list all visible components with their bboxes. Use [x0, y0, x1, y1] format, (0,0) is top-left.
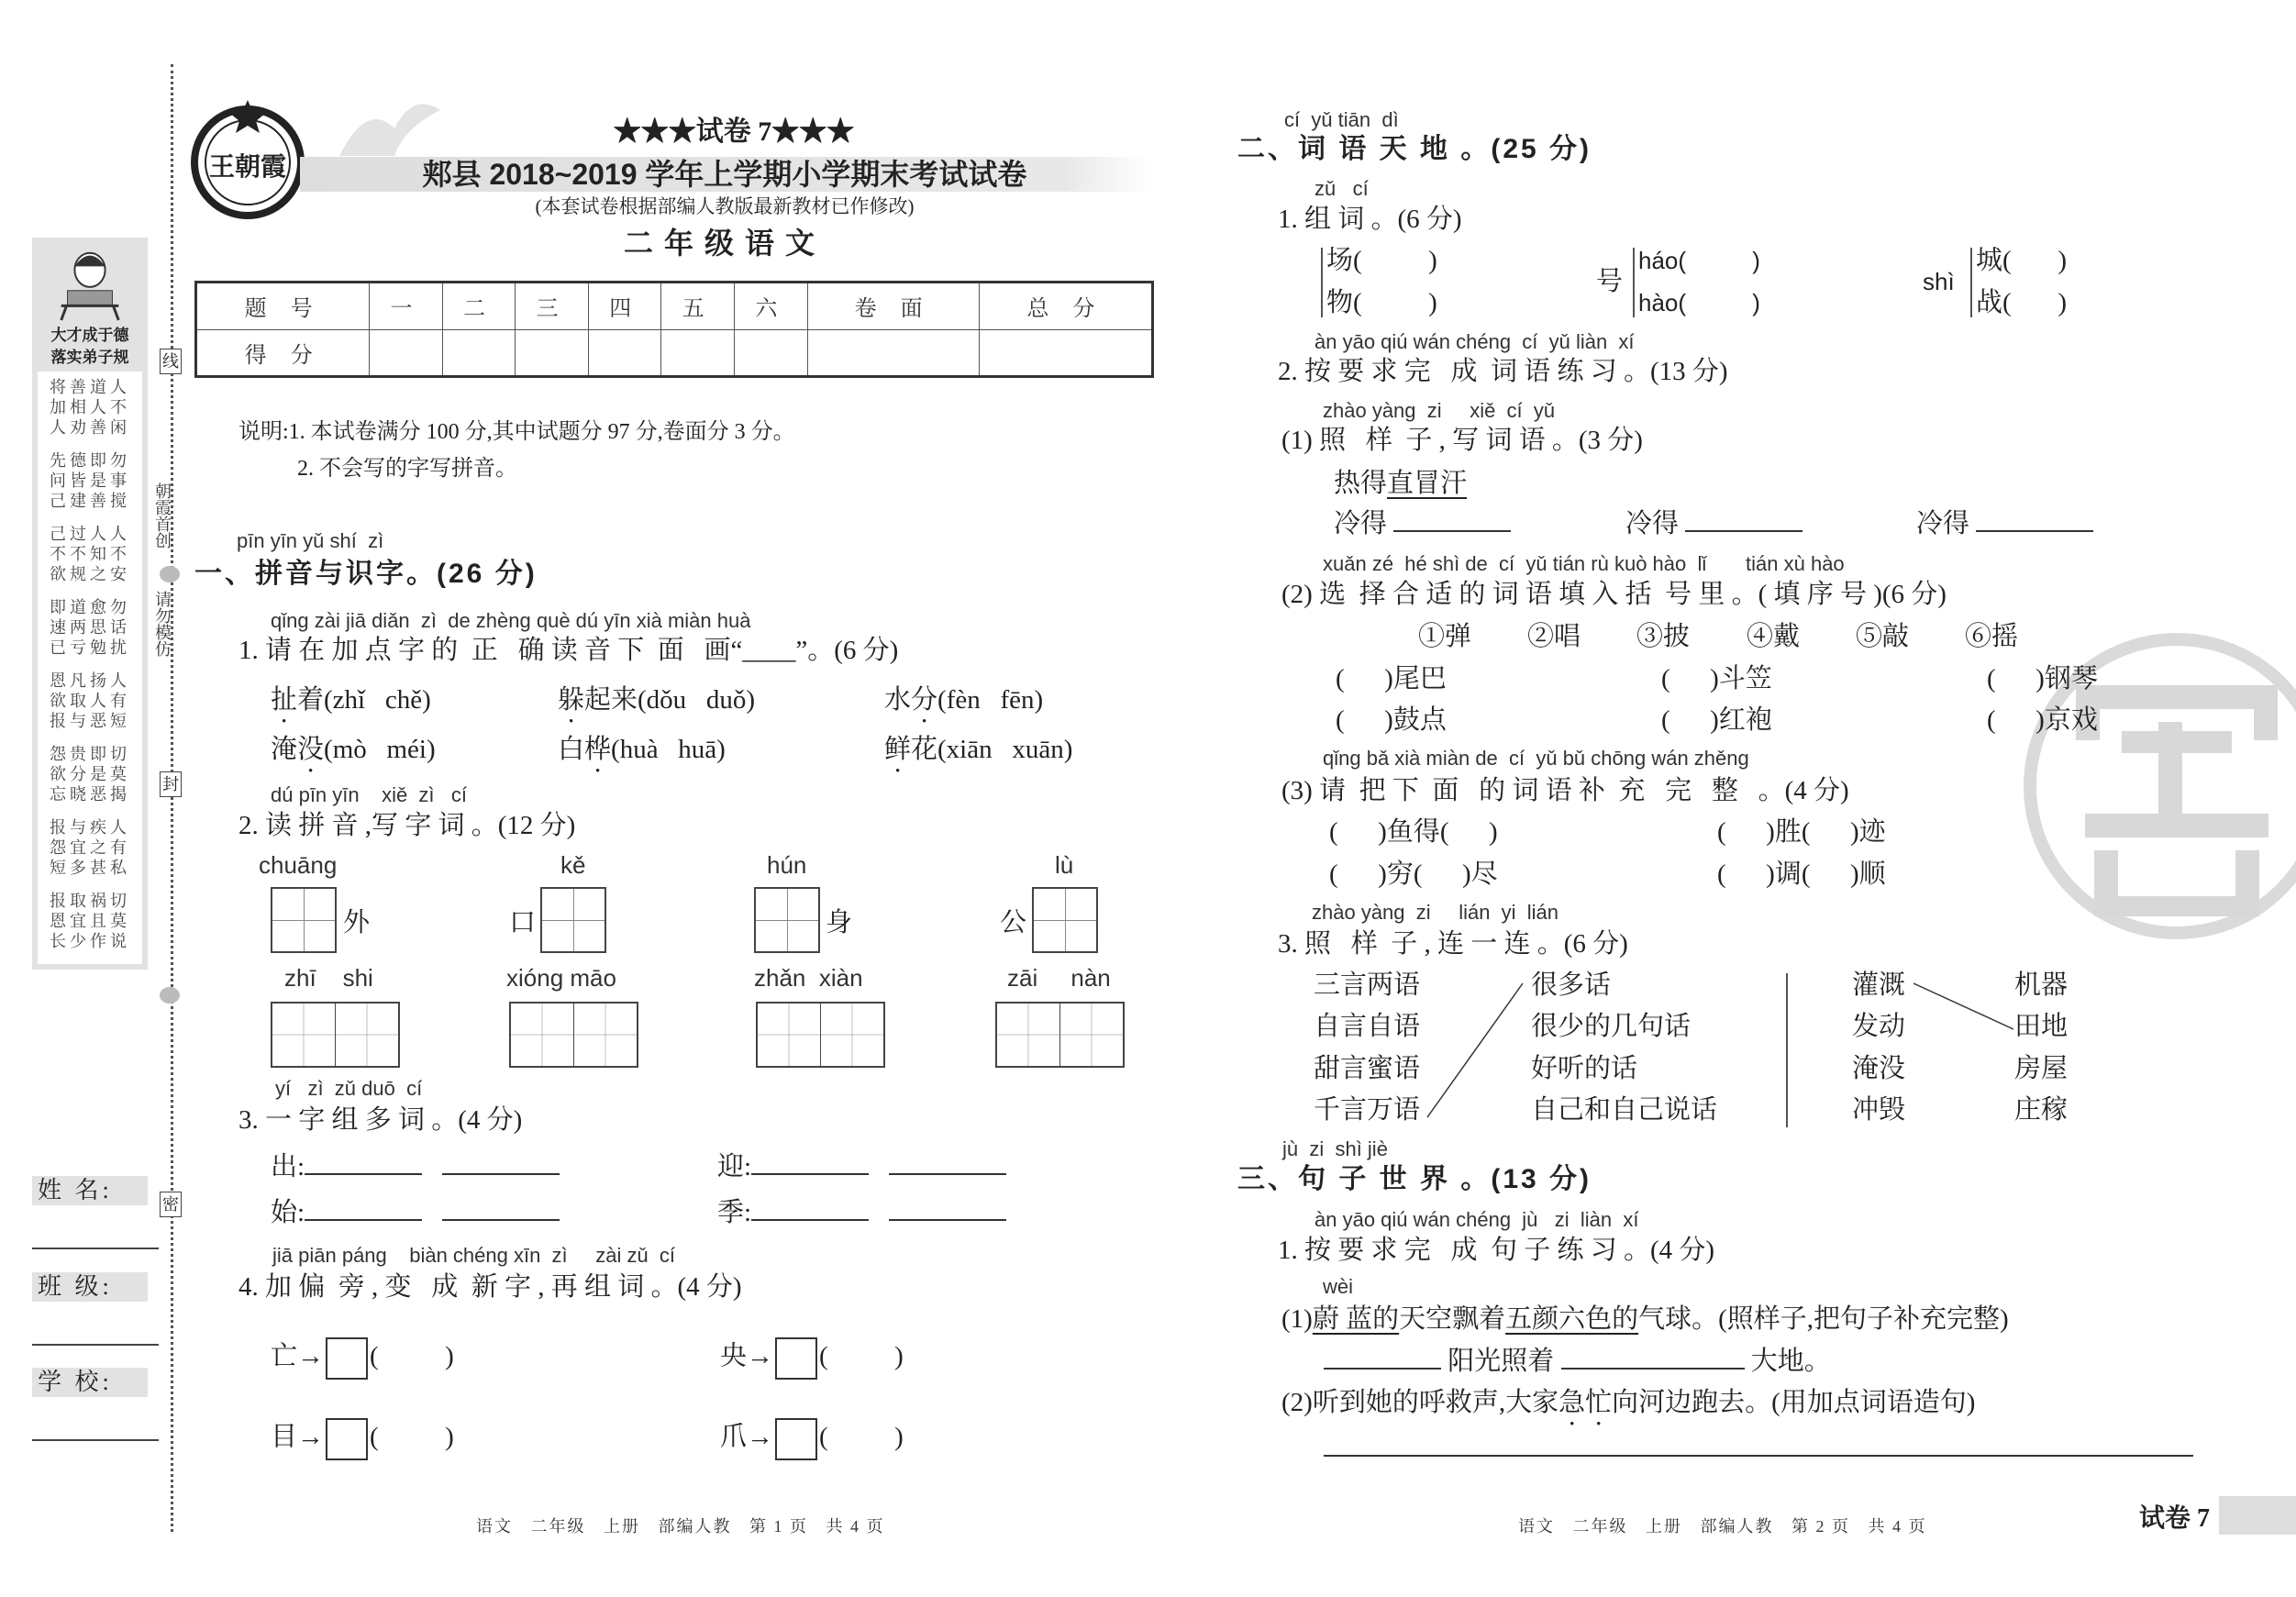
sentence-example: (1)蔚 蓝的天空飘着五颜六色的气球。(照样子,把句子补充完整): [1281, 1304, 2009, 1334]
pinyin: pīn yīn yǔ shí zì: [237, 529, 384, 552]
table-row: [196, 329, 1153, 377]
radical-row: 爪→ ( ): [720, 1418, 904, 1460]
fill-item[interactable]: ( )胜( )迹: [1717, 817, 1886, 847]
word-slot[interactable]: 场( ): [1326, 246, 1437, 275]
sentence-answer-line[interactable]: [1324, 1455, 2193, 1457]
word-row: 始:: [271, 1196, 560, 1229]
blank-row: 冷得: [1334, 507, 1511, 540]
sentence-blank: 阳光照着 大地。: [1324, 1345, 1831, 1378]
pinyin: hún: [767, 851, 807, 879]
bracket: [1633, 248, 1635, 317]
table-cell: 三: [516, 283, 589, 330]
blank-row: 冷得: [1625, 507, 1802, 540]
word-slot[interactable]: hào( ): [1638, 289, 1760, 316]
vertical-text-original: 朝霞首创: [153, 482, 172, 549]
fold-marker-mi: 密: [160, 1192, 182, 1217]
exam-title: 郏县 2018~2019 学年上学期小学期末考试试卷: [422, 158, 1027, 191]
writing-grid[interactable]: [1032, 887, 1098, 953]
table-cell: 总 分: [979, 283, 1152, 330]
notes-line: 2. 不会写的字写拼音。: [297, 457, 517, 481]
logo-text: 王朝霞: [208, 153, 287, 182]
homophone-pinyin: shì: [1923, 268, 1955, 295]
option: ③披: [1636, 622, 1691, 651]
option: ①弹: [1418, 622, 1472, 651]
proverb-line: 即道愈勿: [50, 598, 130, 616]
pinyin: jiā piān páng biàn chéng xīn zì zài zǔ cí: [272, 1244, 676, 1267]
answer-blank[interactable]: [442, 1151, 560, 1175]
proverb-line: 欲分是莫: [50, 765, 130, 783]
proverb-box: [38, 372, 142, 964]
proverb-line: 报取祸切: [50, 892, 130, 910]
pinyin: qǐng zài jiā diǎn zì de zhèng què dú yīn xià miàn huà: [271, 609, 751, 632]
pinyin: lù: [1055, 851, 1074, 879]
word-slot[interactable]: 物( ): [1326, 288, 1437, 317]
match-item[interactable]: 甜言蜜语: [1314, 1054, 1421, 1083]
proverb-line: 速两思话: [50, 618, 130, 637]
pinyin: wèi: [1323, 1275, 1354, 1298]
pinyin: zhǎn xiàn: [754, 964, 863, 992]
table-cell: 得 分: [196, 329, 370, 377]
match-item[interactable]: 很多话: [1531, 970, 1612, 1000]
score-input[interactable]: [807, 329, 979, 377]
word-row: 迎:: [717, 1150, 1006, 1183]
fold-marker-xian: 线: [160, 349, 182, 374]
word-slot[interactable]: háo( ): [1638, 247, 1760, 274]
connector-line: [1427, 983, 1523, 1117]
writing-grid[interactable]: [509, 1002, 638, 1068]
reading-item[interactable]: 鲜花(xiān xuān): [884, 735, 1073, 764]
match-item[interactable]: 庄稼: [2014, 1095, 2069, 1125]
answer-blank[interactable]: [1393, 508, 1511, 532]
pinyin: àn yāo qiú wán chéng cí yǔ liàn xí: [1314, 330, 1635, 353]
fill-item[interactable]: ( )京戏: [1987, 705, 2098, 735]
fold-line: [171, 64, 173, 1532]
given-char: 身: [826, 908, 853, 937]
pinyin: cí yǔ tiān dì: [1284, 108, 1399, 131]
writing-grid[interactable]: [540, 887, 606, 953]
question-text: 4. 加 偏 旁 , 变 成 新 字 , 再 组 词 。(4 分): [238, 1272, 742, 1302]
divider: [1786, 973, 1788, 1127]
paper-tag: 试卷 7: [2093, 1496, 2296, 1535]
answer-blank[interactable]: [1685, 508, 1802, 532]
fill-item[interactable]: ( )斗笠: [1661, 664, 1772, 693]
writing-grid[interactable]: [271, 887, 337, 953]
writing-grid[interactable]: [995, 1002, 1125, 1068]
table-cell: 二: [442, 283, 516, 330]
writing-grid[interactable]: [271, 1002, 400, 1068]
pinyin: dú pīn yīn xiě zì cí: [271, 783, 467, 806]
proverb-line: 人劝善闲: [50, 418, 130, 437]
proverb-line: 己建善搅: [50, 492, 130, 510]
char-box[interactable]: [326, 1337, 368, 1380]
match-item[interactable]: 自言自语: [1314, 1012, 1421, 1041]
reading-item[interactable]: 躲起来(dǒu duǒ): [558, 685, 756, 715]
sentence-task: (2)听到她的呼救声,大家急忙向河边跑去。(用加点词语造句): [1281, 1388, 1976, 1417]
score-input[interactable]: [370, 329, 443, 377]
notes-line: 说明:1. 本试卷满分 100 分,其中试题分 97 分,卷面分 3 分。: [238, 420, 795, 444]
pinyin: xióng māo: [506, 964, 616, 992]
proverb-line: 短多甚私: [50, 859, 130, 877]
reading-item[interactable]: 淹没(mò méi): [271, 735, 436, 764]
answer-blank[interactable]: [1324, 1346, 1441, 1370]
score-input[interactable]: [735, 329, 808, 377]
fill-item[interactable]: ( )尾巴: [1336, 664, 1447, 693]
bracket: [1321, 248, 1323, 317]
pinyin: yí zì zǔ duō cí: [275, 1077, 423, 1100]
question-text: (1) 照 样 子 , 写 词 语 。(3 分): [1281, 426, 1643, 455]
pinyin: zāi nàn: [1007, 964, 1111, 992]
school-field[interactable]: [32, 1439, 159, 1441]
subject-title: 二年级语文: [623, 227, 826, 260]
match-item[interactable]: 很少的几句话: [1531, 1012, 1691, 1041]
smiley-icon: [160, 987, 180, 1004]
writing-grid[interactable]: [754, 887, 820, 953]
proverb-line: 先德即勿: [50, 451, 130, 470]
proverb-line: 己过人人: [50, 525, 130, 543]
proverb-line: 欲取人有: [50, 692, 130, 710]
section-heading: 二、词 语 天 地 。(25 分): [1237, 134, 1592, 164]
fill-item[interactable]: ( )钢琴: [1987, 664, 2098, 693]
answer-blank[interactable]: [1561, 1346, 1745, 1370]
pinyin: zhào yàng zi xiě cí yǔ: [1323, 399, 1556, 422]
given-char: 口: [509, 908, 537, 937]
pinyin: jù zi shì jiè: [1282, 1137, 1388, 1160]
pinyin: zhī shi: [284, 964, 373, 992]
proverb-line: 问皆是事: [50, 471, 130, 490]
student-illustration-icon: [53, 241, 127, 322]
table-cell: 题 号: [196, 283, 370, 330]
publisher-logo: [183, 96, 312, 225]
char-box[interactable]: [326, 1418, 368, 1460]
class-label: 班 级:: [32, 1272, 148, 1302]
given-char: 公: [1000, 908, 1027, 937]
option: ②唱: [1527, 622, 1581, 651]
answer-blank[interactable]: [889, 1197, 1006, 1221]
smiley-icon: [160, 566, 180, 582]
match-item[interactable]: 田地: [2014, 1012, 2069, 1041]
question-text: 3. 照 样 子 , 连 一 连 。(6 分): [1278, 929, 1628, 959]
question-text: 2. 按 要 求 完 成 词 语 练 习 。(13 分): [1278, 357, 1728, 386]
connector-line: [1913, 983, 2013, 1029]
pinyin: àn yāo qiú wán chéng jù zi liàn xí: [1314, 1208, 1639, 1231]
proverb-line: 不不知不: [50, 545, 130, 563]
proverb-line: 恩凡扬人: [50, 671, 130, 690]
match-item[interactable]: 房屋: [2014, 1054, 2069, 1083]
answer-blank[interactable]: [751, 1151, 869, 1175]
answer-blank[interactable]: [1976, 508, 2093, 532]
polyphone-char: 号: [1596, 267, 1624, 296]
table-cell: 卷 面: [807, 283, 979, 330]
char-box[interactable]: [775, 1337, 817, 1380]
word-slot[interactable]: 战( ): [1976, 288, 2068, 317]
answer-blank[interactable]: [889, 1151, 1006, 1175]
question-text: 3. 一 字 组 多 词 。(4 分): [238, 1105, 523, 1135]
proverb-line: 加相人不: [50, 398, 130, 416]
given-char: 外: [343, 908, 371, 937]
bracket: [1970, 248, 1972, 317]
option: ⑥摇: [1965, 622, 2019, 651]
school-label: 学 校:: [32, 1368, 148, 1397]
blank-row: 冷得: [1916, 507, 2093, 540]
score-input[interactable]: [588, 329, 661, 377]
example: 热得直冒汗: [1334, 469, 1468, 498]
proverb-line: 将善道人: [50, 378, 130, 396]
match-item[interactable]: 好听的话: [1531, 1054, 1638, 1083]
reading-item[interactable]: 白桦(huà huā): [558, 735, 726, 764]
proverb-line: 恩宜且莫: [50, 912, 130, 930]
char-box[interactable]: [775, 1418, 817, 1460]
question-text: (2) 选 择 合 适 的 词 语 填 入 括 号 里 。( 填 序 号 )(6 分): [1281, 580, 1947, 609]
proverb-line: 怨宜之有: [50, 838, 130, 857]
option: ④戴: [1747, 622, 1801, 651]
table-cell: 五: [661, 283, 735, 330]
page-footer: 语文 二年级 上册 部编人教 第 2 页 共 4 页: [1518, 1517, 1927, 1536]
question-text: 1. 按 要 求 完 成 句 子 练 习 。(4 分): [1278, 1236, 1715, 1265]
class-field[interactable]: [32, 1344, 159, 1346]
reading-item[interactable]: 水分(fèn fēn): [884, 685, 1044, 715]
fill-item[interactable]: ( )穷( )尽: [1329, 859, 1498, 889]
proverb-line: 忘晓恶揭: [50, 785, 130, 804]
exam-subtitle: (本套试卷根据部编人教版最新教材已作修改): [535, 195, 915, 217]
match-item[interactable]: 灌溉: [1852, 970, 1906, 1000]
fill-item[interactable]: ( )红袍: [1661, 705, 1772, 735]
fold-marker-feng: 封: [160, 771, 182, 797]
proverb-line: 已亏勉扰: [50, 638, 130, 657]
pinyin: kě: [560, 851, 586, 879]
word-row: 出:: [271, 1150, 560, 1183]
pinyin: zhào yàng zi lián yi lián: [1312, 901, 1559, 924]
series-label: ★★★试卷 7★★★: [613, 116, 855, 147]
answer-blank[interactable]: [305, 1151, 422, 1175]
question-text: 1. 请 在 加 点 字 的 正 确 读 音 下 面 画“____”。(6 分): [238, 636, 899, 665]
motto-line: 落实弟子规: [50, 349, 129, 366]
proverb-line: 长少作说: [50, 932, 130, 950]
section-heading: 三、句 子 世 界 。(13 分): [1237, 1164, 1592, 1194]
radical-row: 目→ ( ): [271, 1418, 454, 1460]
proverb-line: 欲规之安: [50, 565, 130, 583]
score-input[interactable]: [979, 329, 1152, 377]
proverb-line: 报与疾人: [50, 818, 130, 837]
answer-blank[interactable]: [751, 1197, 869, 1221]
vertical-text-no-copy: 请勿模仿: [153, 591, 172, 657]
option: ⑤敲: [1856, 622, 1910, 651]
pinyin: xuǎn zé hé shì de cí yǔ tián rù kuò hào lǐ tián xù hào: [1323, 552, 1845, 575]
table-row: [196, 283, 1153, 330]
name-label: 姓 名:: [32, 1176, 148, 1205]
page-footer: 语文 二年级 上册 部编人教 第 1 页 共 4 页: [476, 1517, 885, 1536]
radical-row: 央→ ( ): [720, 1337, 904, 1380]
reading-item[interactable]: 扯着(zhǐ chě): [271, 685, 431, 715]
answer-blank[interactable]: [305, 1197, 422, 1221]
score-input[interactable]: [442, 329, 516, 377]
sidebar-panel: [32, 238, 148, 970]
question-text: 1. 组 词 。(6 分): [1278, 205, 1462, 234]
fill-item[interactable]: ( )鼓点: [1336, 705, 1447, 735]
radical-row: 亡→ ( ): [271, 1337, 454, 1380]
question-text: 2. 读 拼 音 ,写 字 词 。(12 分): [238, 811, 576, 840]
word-row: 季:: [717, 1196, 1006, 1229]
proverb-line: 报与恶短: [50, 712, 130, 730]
match-item[interactable]: 机器: [2014, 970, 2069, 1000]
match-item[interactable]: 发动: [1852, 1012, 1906, 1041]
pinyin: qǐng bǎ xià miàn de cí yǔ bǔ chōng wán zhěng: [1323, 747, 1749, 770]
table-cell: 六: [735, 283, 808, 330]
pinyin: zǔ cí: [1314, 177, 1369, 200]
name-field[interactable]: [32, 1248, 159, 1249]
match-item[interactable]: 三言两语: [1314, 970, 1421, 1000]
answer-blank[interactable]: [442, 1197, 560, 1221]
match-item[interactable]: 自己和自己说话: [1531, 1095, 1718, 1125]
match-item[interactable]: 冲毁: [1852, 1095, 1906, 1125]
question-text: (3) 请 把 下 面 的 词 语 补 充 完 整 。(4 分): [1281, 776, 1849, 805]
section-heading: 一、拼音与识字。(26 分): [194, 559, 538, 589]
score-input[interactable]: [661, 329, 735, 377]
table-cell: 一: [370, 283, 443, 330]
fill-item[interactable]: ( )鱼得( ): [1329, 817, 1498, 847]
match-item[interactable]: 淹没: [1852, 1054, 1906, 1083]
fill-item[interactable]: ( )调( )顺: [1717, 859, 1886, 889]
word-slot[interactable]: 城( ): [1976, 246, 2068, 275]
score-input[interactable]: [516, 329, 589, 377]
motto-line: 大才成于德: [50, 327, 129, 344]
pinyin: chuāng: [259, 851, 338, 879]
score-table: [194, 281, 1154, 378]
match-item[interactable]: 千言万语: [1314, 1095, 1421, 1125]
writing-grid[interactable]: [756, 1002, 885, 1068]
proverb-line: 怨贵即切: [50, 745, 130, 763]
table-cell: 四: [588, 283, 661, 330]
